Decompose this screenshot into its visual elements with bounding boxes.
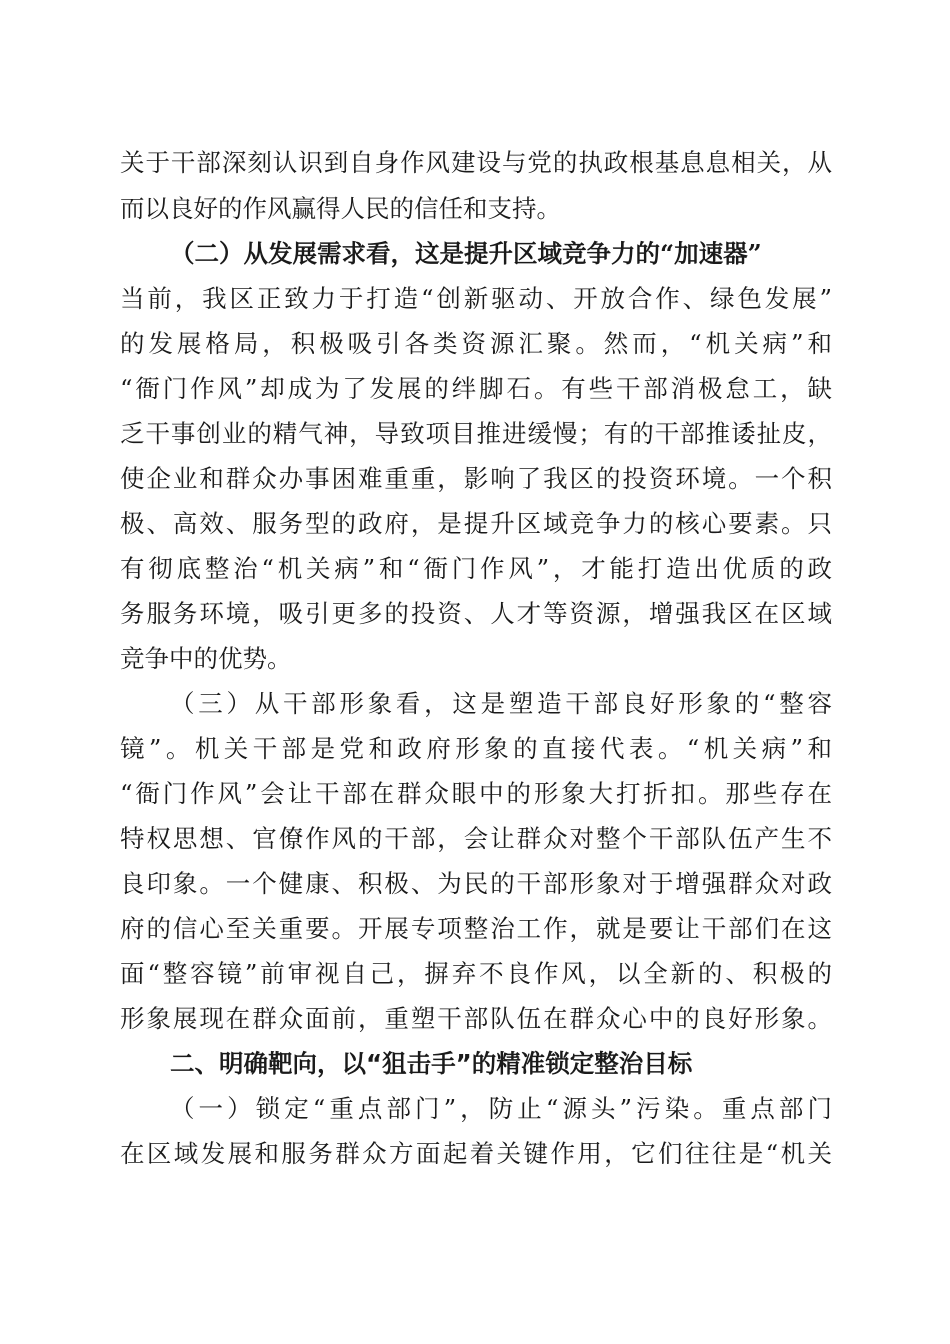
body-text-line: 在区域发展和服务群众方面起着关键作用，它们往往是“机关 — [120, 1139, 832, 1168]
body-text-line: 特权思想、官僚作风的干部，会让群众对整个干部队伍产生不 — [120, 824, 832, 853]
body-text-line: 有彻底整治“机关病”和“衙门作风”，才能打造出优质的政 — [120, 554, 832, 583]
body-text-line: 极、高效、服务型的政府，是提升区域竞争力的核心要素。只 — [120, 509, 832, 538]
body-text-line: 务服务环境，吸引更多的投资、人才等资源，增强我区在区域 — [120, 599, 832, 628]
body-text-line: 府的信心至关重要。开展专项整治工作，就是要让干部们在这 — [120, 914, 832, 943]
body-text-line: （三）从干部形象看，这是塑造干部良好形象的“整容 — [170, 689, 832, 718]
body-text-line: 的发展格局，积极吸引各类资源汇聚。然而，“机关病”和 — [120, 329, 832, 358]
body-text-line: 关于干部深刻认识到自身作风建设与党的执政根基息息相关，从 — [120, 148, 832, 177]
body-text-line: “衙门作风”会让干部在群众眼中的形象大打折扣。那些存在 — [120, 779, 832, 808]
body-text-line: 良印象。一个健康、积极、为民的干部形象对于增强群众对政 — [120, 869, 832, 898]
body-text-line: 乏干事创业的精气神，导致项目推进缓慢；有的干部推诿扯皮， — [120, 419, 832, 448]
body-text-line: （一）锁定“重点部门”，防止“源头”污染。重点部门 — [170, 1094, 832, 1123]
body-text-line: 面“整容镜”前审视自己，摒弃不良作风，以全新的、积极的 — [120, 959, 832, 988]
body-text-line: 而以良好的作风赢得人民的信任和支持。 — [120, 194, 561, 223]
body-text-line: 竞争中的优势。 — [120, 644, 292, 673]
body-text-line: 形象展现在群众面前，重塑干部队伍在群众心中的良好形象。 — [120, 1004, 832, 1033]
body-text-line: “衙门作风”却成为了发展的绊脚石。有些干部消极怠工，缺 — [120, 374, 832, 403]
body-text-line: 当前，我区正致力于打造“创新驱动、开放合作、绿色发展” — [120, 284, 832, 313]
subheading-line: （二）从发展需求看，这是提升区域竞争力的“加速器” — [170, 239, 762, 268]
body-text-line: 镜”。机关干部是党和政府形象的直接代表。“机关病”和 — [120, 734, 832, 763]
body-text-line: 使企业和群众办事困难重重，影响了我区的投资环境。一个积 — [120, 464, 832, 493]
section-heading: 二、明确靶向，以“狙击手”的精准锁定整治目标 — [170, 1049, 693, 1078]
